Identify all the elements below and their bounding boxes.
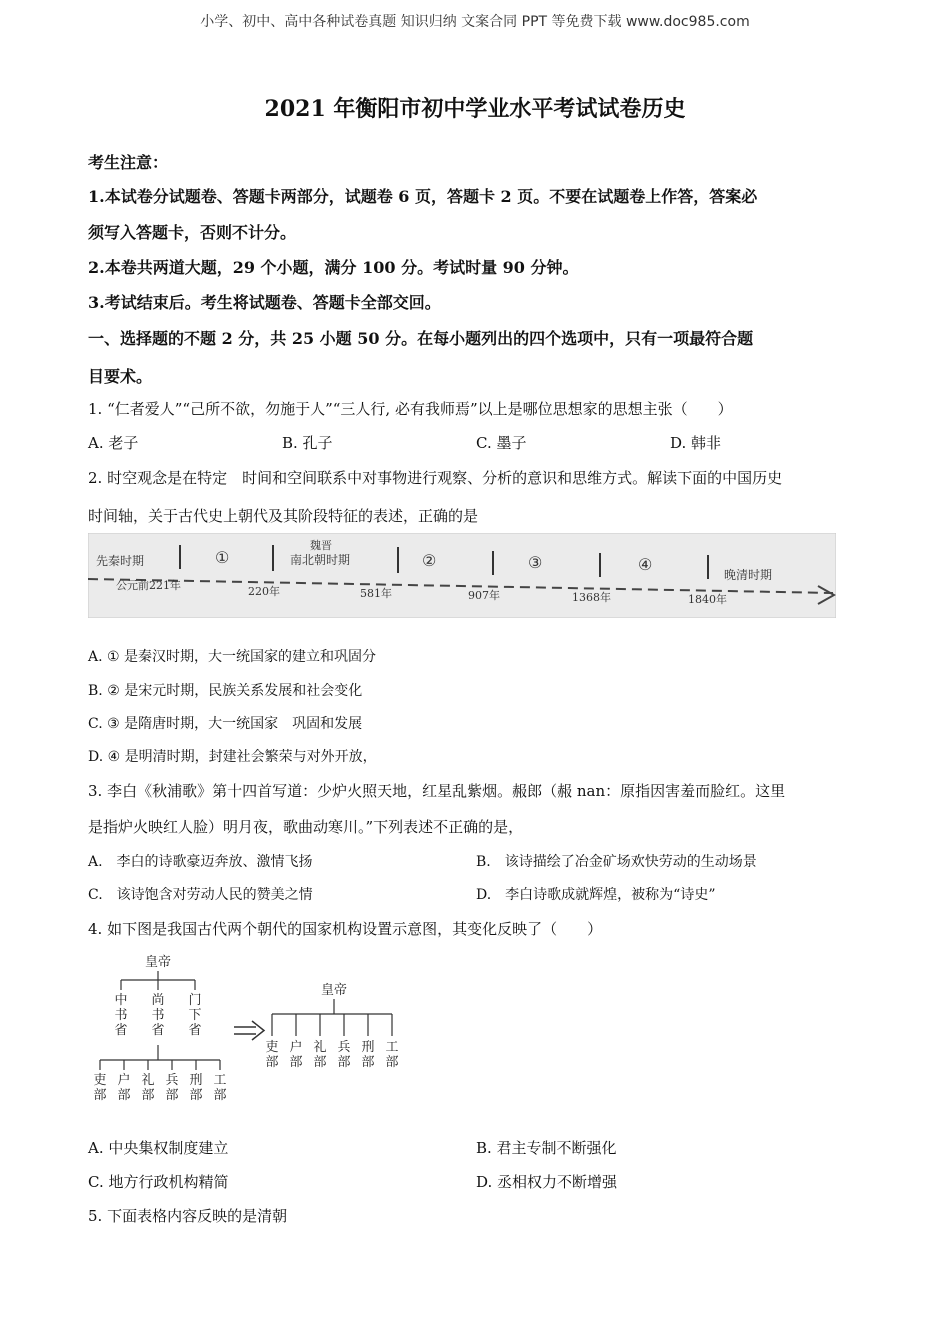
question-5-stem: 5. 下面表格内容反映的是清朝 (88, 1207, 288, 1225)
diagram-department-1: 中书省 (114, 993, 128, 1038)
question-4-stem: 4. 如下图是我国古代两个朝代的国家机构设置示意图，其变化反映了（ ） (88, 920, 603, 938)
timeline-period-3: ③ (528, 553, 543, 572)
question-3-option-a: A. 李白的诗歌豪迈奔放、激情飞扬 (88, 854, 313, 870)
question-3-stem: 3. 李白《秋浦歌》第十四首写道：少炉火照天地，红星乱紫烟。赧郎（赧 nan：原指因害羞而脸红。这里 (88, 782, 786, 800)
question-2-option-c: C. ③ 是隋唐时期，大一统国家 巩固和发展 (88, 716, 363, 732)
diagram-right-ministry-1: 吏部 (265, 1040, 279, 1070)
question-4-option-a: A. 中央集权制度建立 (88, 1139, 229, 1157)
diagram-right-ministry-6: 工部 (385, 1040, 399, 1070)
diagram-department-2: 尚书省 (151, 993, 165, 1038)
question-1-option-d: D. 韩非 (670, 434, 722, 452)
question-2-stem: 2. 时空观念是在特定 时间和空间联系中对事物进行观察、分析的意识和思维方式。解读下面的中国历史 (88, 469, 783, 487)
timeline-year-581: 581年 (360, 587, 392, 600)
diagram-right-ministry-2: 户部 (289, 1040, 303, 1070)
question-3-option-b: B. 该诗描绘了冶金矿场欢快劳动的生动场景 (476, 854, 757, 870)
timeline-period-late-qing: 晚清时期 (724, 568, 773, 582)
diagram-left-ministry-3: 礼部 (141, 1073, 155, 1103)
diagram-right-ministry-5: 刑部 (361, 1040, 375, 1070)
question-1-option-a: A. 老子 (88, 434, 139, 452)
timeline-period-2: ② (422, 551, 437, 570)
diagram-arrow-icon (234, 1021, 264, 1040)
timeline-year-907: 907年 (468, 589, 500, 602)
section-1-heading: 一、选择题的不题 2 分，共 25 小题 50 分。在每小题列出的四个选项中，只有一项最符合题 (88, 329, 754, 348)
diagram-left-ministry-5: 刑部 (189, 1073, 203, 1103)
notice-line-1a: 1.本试卷分试题卷、答题卡两部分，试题卷 6 页，答题卡 2 页。不要在试题卷上作答，答案必 (88, 187, 758, 206)
section-1-heading-cont: 目要术。 (88, 367, 153, 386)
diagram-right-ministry-3: 礼部 (313, 1040, 327, 1070)
timeline-period-wei-jin: 魏晋 (310, 539, 332, 552)
timeline-period-nanbei: 南北朝时期 (290, 553, 351, 567)
diagram-right-emperor: 皇帝 (320, 983, 348, 998)
notice-line-3: 3.考试结束后。考生将试题卷、答题卡全部交回。 (88, 293, 441, 312)
notice-line-1b: 须写入答题卡，否则不计分。 (88, 223, 297, 242)
timeline-year-220: 220年 (248, 585, 280, 598)
diagram-left-ministry-1: 吏部 (93, 1073, 107, 1103)
notice-heading: 考生注意： (88, 153, 169, 172)
timeline-period-4: ④ (638, 555, 653, 574)
question-1-option-b: B. 孔子 (282, 434, 333, 452)
diagram-left-emperor: 皇帝 (144, 955, 172, 970)
question-1-stem: 1. “仁者爱人”“己所不欲，勿施于人”“三人行, 必有我师焉”以上是哪位思想家的思想主张（ ） (88, 400, 733, 418)
question-2-option-d: D. ④ 是明清时期，封建社会繁荣与对外开放， (88, 749, 377, 765)
diagram-right-ministry-4: 兵部 (337, 1040, 351, 1070)
question-2-option-a: A. ① 是秦汉时期，大一统国家的建立和巩固分 (88, 649, 377, 665)
diagram-left-ministry-4: 兵部 (165, 1073, 179, 1103)
timeline-period-pre-qin: 先秦时期 (96, 554, 145, 568)
history-timeline (88, 533, 836, 618)
diagram-left-ministry-6: 工部 (213, 1073, 227, 1103)
question-3-option-d: D. 李白诗歌成就辉煌，被称为“诗史” (476, 887, 716, 903)
timeline-year-221bc: 公元前221年 (116, 579, 181, 592)
exam-title: 2021 年衡阳市初中学业水平考试试卷历史 (264, 96, 686, 122)
question-4-option-c: C. 地方行政机构精简 (88, 1173, 229, 1191)
notice-line-2: 2.本卷共两道大题，29 个小题，满分 100 分。考试时量 90 分钟。 (88, 258, 579, 277)
question-4-option-d: D. 丞相权力不断增强 (476, 1173, 618, 1191)
timeline-period-1: ① (215, 548, 230, 567)
diagram-left-ministry-2: 户部 (117, 1073, 131, 1103)
question-3-stem-cont: 是指炉火映红人脸）明月夜，歌曲动寒川。”下列表述不正确的是， (88, 818, 524, 836)
diagram-department-3: 门下省 (188, 993, 202, 1038)
question-1-option-c: C. 墨子 (476, 434, 527, 452)
timeline-year-1368: 1368年 (572, 591, 611, 604)
question-2-option-b: B. ② 是宋元时期，民族关系发展和社会变化 (88, 683, 363, 699)
question-4-option-b: B. 君主专制不断强化 (476, 1139, 617, 1157)
timeline-year-1840: 1840年 (688, 593, 727, 606)
question-2-stem-cont: 时间轴，关于古代史上朝代及其阶段特征的表述，正确的是 (88, 507, 479, 525)
government-structure-diagram (88, 950, 408, 1115)
question-3-option-c: C. 该诗饱含对劳动人民的赞美之情 (88, 887, 313, 903)
page-header: 小学、初中、高中各种试卷真题 知识归纳 文案合同 PPT 等免费下载 www.doc985.com (200, 14, 750, 30)
